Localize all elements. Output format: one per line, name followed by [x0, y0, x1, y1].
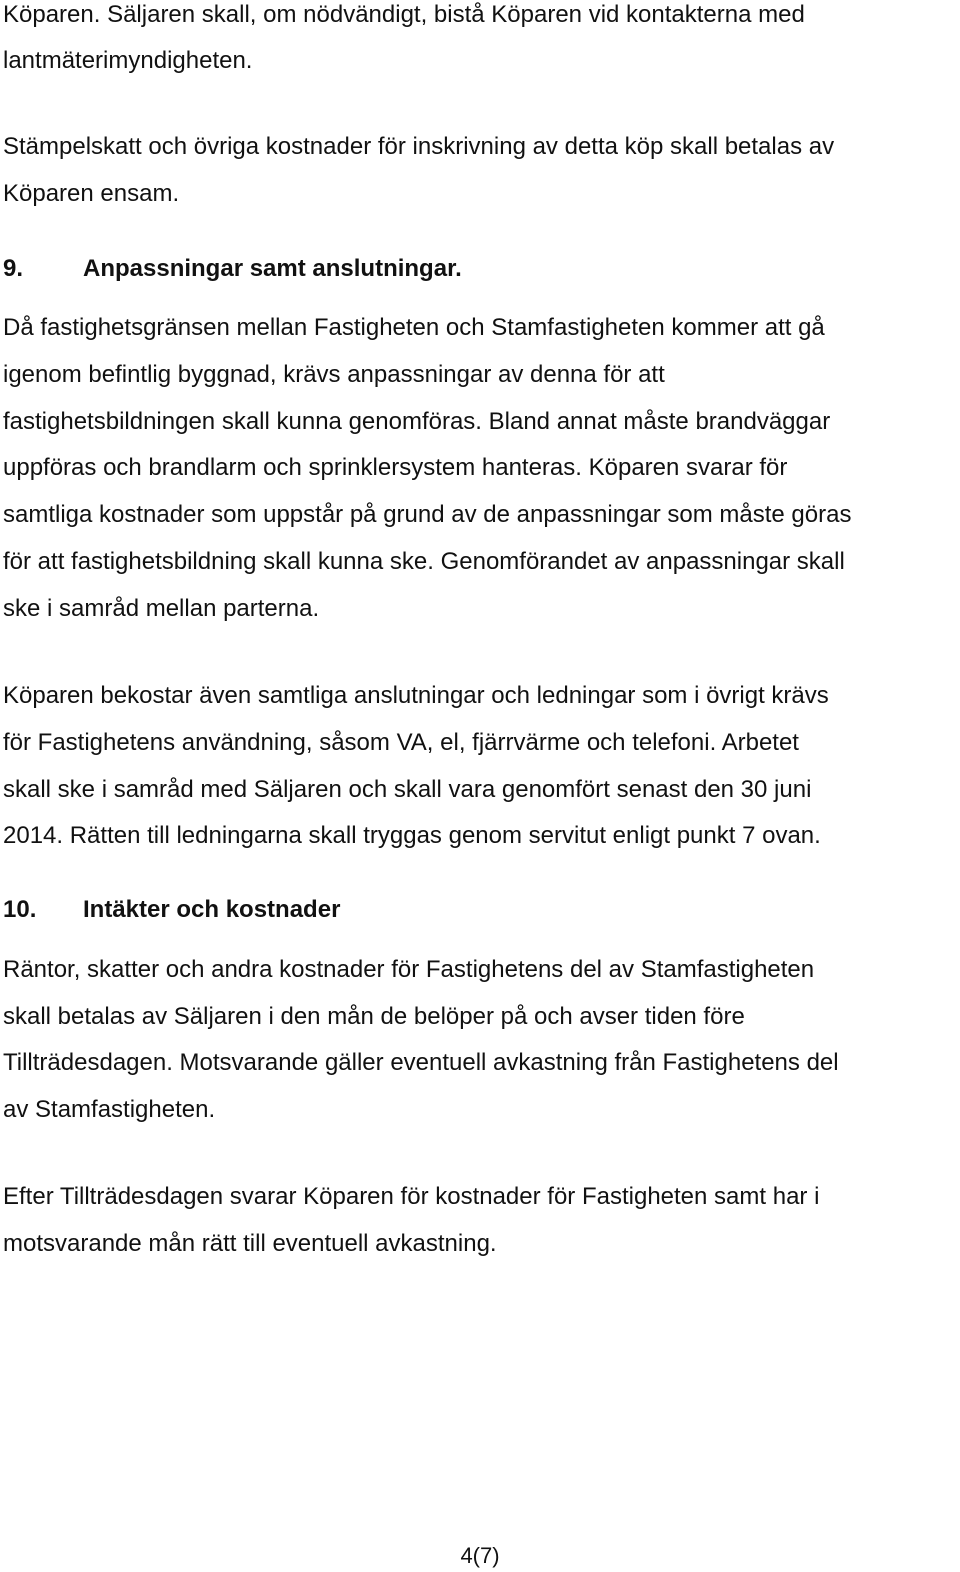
- text-line: Stämpelskatt och övriga kostnader för inskrivning av detta köp skall betalas av: [3, 133, 835, 160]
- section-title: Intäkter och kostnader: [83, 896, 341, 923]
- text-line: motsvarande mån rätt till eventuell avkastning.: [3, 1230, 497, 1257]
- text-line: skall ske i samråd med Säljaren och skall vara genomfört senast den 30 juni: [3, 776, 812, 803]
- text-line: för Fastighetens användning, såsom VA, el, fjärrvärme och telefoni. Arbetet: [3, 729, 799, 756]
- text-line: Tillträdesdagen. Motsvarande gäller eventuell avkastning från Fastighetens del: [3, 1049, 839, 1076]
- section-number: 10.: [3, 896, 37, 923]
- text-line: Då fastighetsgränsen mellan Fastigheten och Stamfastigheten kommer att gå: [3, 314, 825, 341]
- text-line: uppföras och brandlarm och sprinklersystem hanteras. Köparen svarar för: [3, 454, 788, 481]
- text-line: Köparen bekostar även samtliga anslutningar och ledningar som i övrigt krävs: [3, 682, 829, 709]
- text-line: ske i samråd mellan parterna.: [3, 595, 320, 622]
- text-line: lantmäterimyndigheten.: [3, 47, 253, 74]
- text-line: fastighetsbildningen skall kunna genomföras. Bland annat måste brandväggar: [3, 408, 831, 435]
- section-title: Anpassningar samt anslutningar.: [83, 255, 462, 282]
- text-line: för att fastighetsbildning skall kunna ske. Genomförandet av anpassningar skall: [3, 548, 845, 575]
- section-number: 9.: [3, 255, 24, 282]
- text-line: Efter Tillträdesdagen svarar Köparen för kostnader för Fastigheten samt har i: [3, 1183, 820, 1210]
- section-9-heading: [3, 254, 462, 284]
- text-line: Köparen ensam.: [3, 180, 180, 207]
- text-line: Köparen. Säljaren skall, om nödvändigt, bistå Köparen vid kontakterna med: [3, 1, 805, 28]
- page-number: 4(7): [460, 1543, 500, 1568]
- text-line: igenom befintlig byggnad, krävs anpassningar av denna för att: [3, 361, 665, 388]
- section-10-heading: [3, 895, 340, 925]
- text-line: skall betalas av Säljaren i den mån de belöper på och avser tiden före: [3, 1003, 745, 1030]
- text-line: samtliga kostnader som uppstår på grund av de anpassningar som måste göras: [3, 501, 852, 528]
- text-line: av Stamfastigheten.: [3, 1096, 216, 1123]
- text-line: 2014. Rätten till ledningarna skall tryggas genom servitut enligt punkt 7 ovan.: [3, 822, 821, 849]
- text-line: Räntor, skatter och andra kostnader för Fastighetens del av Stamfastigheten: [3, 956, 815, 983]
